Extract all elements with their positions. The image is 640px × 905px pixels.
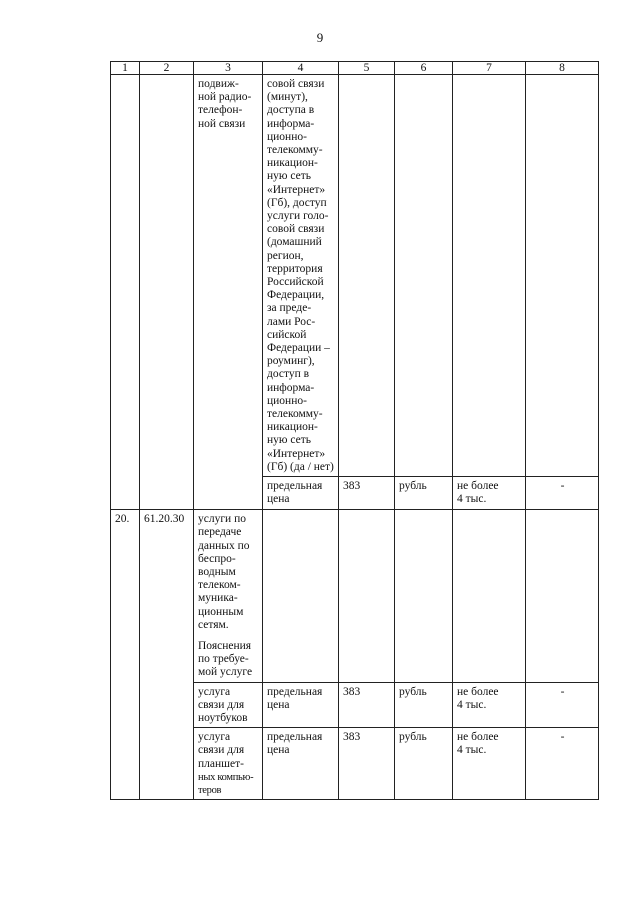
empty-cell <box>395 75 453 477</box>
value-cell: не более 4 тыс. <box>453 682 526 728</box>
service-name-cell: подвиж- ной радио- телефон- ной связи <box>194 75 263 510</box>
empty-cell <box>453 510 526 682</box>
service-name: услуги по передаче данных по беспро- водным телеком- муника- ционным сетям. <box>198 513 250 631</box>
characteristic-cell: предельная цена <box>263 477 339 510</box>
table-row-20 <box>111 510 599 682</box>
unit-cell: рубль <box>395 728 453 800</box>
okpd-code-cell <box>140 75 194 510</box>
column-number-row <box>111 62 599 75</box>
column-number: 4 <box>263 62 339 75</box>
extra-value-cell: - <box>526 682 599 728</box>
column-number: 3 <box>194 62 263 75</box>
column-number: 8 <box>526 62 599 75</box>
row-number-cell <box>111 75 140 510</box>
empty-cell <box>339 510 395 682</box>
continued-row <box>111 75 599 477</box>
empty-cell <box>526 75 599 477</box>
unit-cell: рубль <box>395 682 453 728</box>
column-number: 1 <box>111 62 140 75</box>
requirements-table <box>110 61 599 800</box>
column-number: 7 <box>453 62 526 75</box>
unit-cell: рубль <box>395 477 453 510</box>
extra-value-cell: - <box>526 728 599 800</box>
okpd-code-cell: 61.20.30 <box>140 510 194 800</box>
characteristic-cell: предельная цена <box>263 728 339 800</box>
value-cell: не более 4 тыс. <box>453 728 526 800</box>
value-cell: не более 4 тыс. <box>453 477 526 510</box>
empty-cell <box>526 510 599 682</box>
characteristic-cell: предельная цена <box>263 682 339 728</box>
empty-cell <box>263 510 339 682</box>
item-name-cell <box>194 728 263 800</box>
okei-code-cell: 383 <box>339 682 395 728</box>
item-name: услуга связи для ноутбуков <box>198 685 248 724</box>
okei-code-cell: 383 <box>339 728 395 800</box>
page-number: 9 <box>316 30 324 45</box>
okei-code-cell: 383 <box>339 477 395 510</box>
characteristic-cell: совой связи (минут), доступа в информа- ционно- телекомму- никацион- ную сеть «Интернет» (Гб), доступ услуги голо- совой связи (домашний регион, территория Российской Федерации, за преде- лами Рос- сийской Федерации – роуминг), доступ в информа- ционно- телекомму- никацион- ную сеть «Интернет» (Гб) (да / нет) <box>263 75 339 477</box>
column-number: 2 <box>140 62 194 75</box>
row-number-cell: 20. <box>111 510 140 800</box>
empty-cell <box>395 510 453 682</box>
extra-value-cell: - <box>526 477 599 510</box>
empty-cell <box>339 75 395 477</box>
item-name-tail: ных компью- теров <box>198 771 254 796</box>
empty-cell <box>453 75 526 477</box>
service-note: Пояснения по требуе- мой услуге <box>198 639 253 679</box>
column-number: 6 <box>395 62 453 75</box>
item-name: услуга связи для планшет- <box>198 731 245 770</box>
item-name-cell <box>194 682 263 728</box>
column-number: 5 <box>339 62 395 75</box>
service-name-cell <box>194 510 263 682</box>
